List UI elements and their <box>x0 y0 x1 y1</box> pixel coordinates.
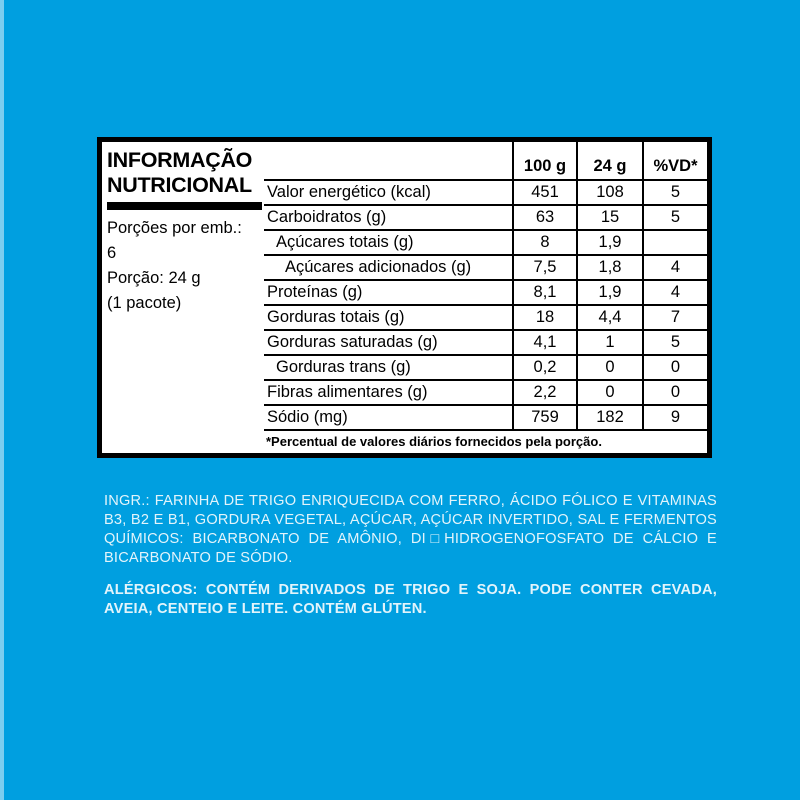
nutrition-table <box>264 142 707 453</box>
nutrient-label: Gorduras saturadas (g) <box>267 333 438 351</box>
value-per-24g: 1,9 <box>576 281 642 304</box>
value-percent-vd: 4 <box>642 256 707 279</box>
value-per-100g: 759 <box>512 406 576 429</box>
value-per-100g: 4,1 <box>512 331 576 354</box>
left-edge-strip <box>0 0 4 800</box>
nutrition-facts-panel <box>97 137 712 458</box>
table-row <box>264 356 707 381</box>
serving-info <box>107 216 264 316</box>
value-percent-vd: 0 <box>642 381 707 404</box>
nutrient-label: Gorduras trans (g) <box>276 358 411 376</box>
value-per-24g: 1,8 <box>576 256 642 279</box>
header-col-24g: 24 g <box>576 142 642 179</box>
table-row <box>264 381 707 406</box>
value-percent-vd: 5 <box>642 206 707 229</box>
value-per-100g: 8 <box>512 231 576 254</box>
value-per-100g: 2,2 <box>512 381 576 404</box>
nutrient-label: Açúcares totais (g) <box>276 233 414 251</box>
servings-per-package-label: Porções por emb.: <box>107 219 242 237</box>
header-col-100g: 100 g <box>512 142 576 179</box>
value-per-24g: 108 <box>576 181 642 204</box>
table-header-row <box>264 142 707 181</box>
portion-size: Porção: 24 g <box>107 269 201 287</box>
table-row <box>264 281 707 306</box>
value-per-24g: 1,9 <box>576 231 642 254</box>
nutrition-info-header-panel <box>102 142 264 453</box>
value-per-100g: 63 <box>512 206 576 229</box>
value-per-100g: 0,2 <box>512 356 576 379</box>
table-row <box>264 231 707 256</box>
value-per-24g: 0 <box>576 381 642 404</box>
nutrition-title <box>107 148 264 198</box>
table-row <box>264 331 707 356</box>
value-percent-vd: 0 <box>642 356 707 379</box>
value-per-24g: 15 <box>576 206 642 229</box>
value-percent-vd: 4 <box>642 281 707 304</box>
allergens-text: ALÉRGICOS: CONTÉM DERIVADOS DE TRIGO E SOJA. PODE CONTER CEVADA, AVEIA, CENTEIO E LEITE. CONTÉM GLÚTEN. <box>104 582 717 617</box>
value-per-24g: 182 <box>576 406 642 429</box>
ingredients-text: INGR.: FARINHA DE TRIGO ENRIQUECIDA COM FERRO, ÁCIDO FÓLICO E VITAMINAS B3, B2 E B1, GORDURA VEGETAL, AÇÚCAR, AÇÚCAR INVERTIDO, SAL E FERMENTOS QUÍMICOS: BICARBONATO DE AMÔNIO, DI□HIDROGENOFOSFATO DE CÁLCIO E BICARBONATO DE SÓDIO. <box>104 493 717 566</box>
table-row <box>264 406 707 431</box>
nutrient-label: Valor energético (kcal) <box>267 183 431 201</box>
nutrient-label: Gorduras totais (g) <box>267 308 405 326</box>
value-percent-vd: 5 <box>642 181 707 204</box>
value-per-100g: 8,1 <box>512 281 576 304</box>
value-per-24g: 4,4 <box>576 306 642 329</box>
table-row <box>264 306 707 331</box>
title-divider-bar <box>107 202 262 210</box>
value-per-100g: 451 <box>512 181 576 204</box>
value-per-100g: 18 <box>512 306 576 329</box>
nutrient-label: Carboidratos (g) <box>267 208 387 226</box>
nutrition-title-line1: INFORMAÇÃO <box>107 148 253 172</box>
table-row <box>264 206 707 231</box>
table-rows <box>264 181 707 431</box>
servings-per-package-value: 6 <box>107 244 117 262</box>
value-per-100g: 7,5 <box>512 256 576 279</box>
value-percent-vd: 7 <box>642 306 707 329</box>
nutrient-label: Açúcares adicionados (g) <box>285 258 472 276</box>
table-row <box>264 256 707 281</box>
value-percent-vd <box>642 231 707 254</box>
nutrient-label: Fibras alimentares (g) <box>267 383 428 401</box>
nutrient-label: Proteínas (g) <box>267 283 363 301</box>
value-percent-vd: 5 <box>642 331 707 354</box>
nutrient-label: Sódio (mg) <box>267 408 348 426</box>
header-empty-cell <box>264 142 512 179</box>
header-col-vd: %VD* <box>642 142 707 179</box>
value-per-24g: 1 <box>576 331 642 354</box>
value-per-24g: 0 <box>576 356 642 379</box>
table-footnote: *Percentual de valores diários fornecidos pela porção. <box>266 434 602 449</box>
table-row <box>264 181 707 206</box>
portion-note: (1 pacote) <box>107 294 182 312</box>
value-percent-vd: 9 <box>642 406 707 429</box>
nutrition-title-line2: NUTRICIONAL <box>107 173 252 197</box>
